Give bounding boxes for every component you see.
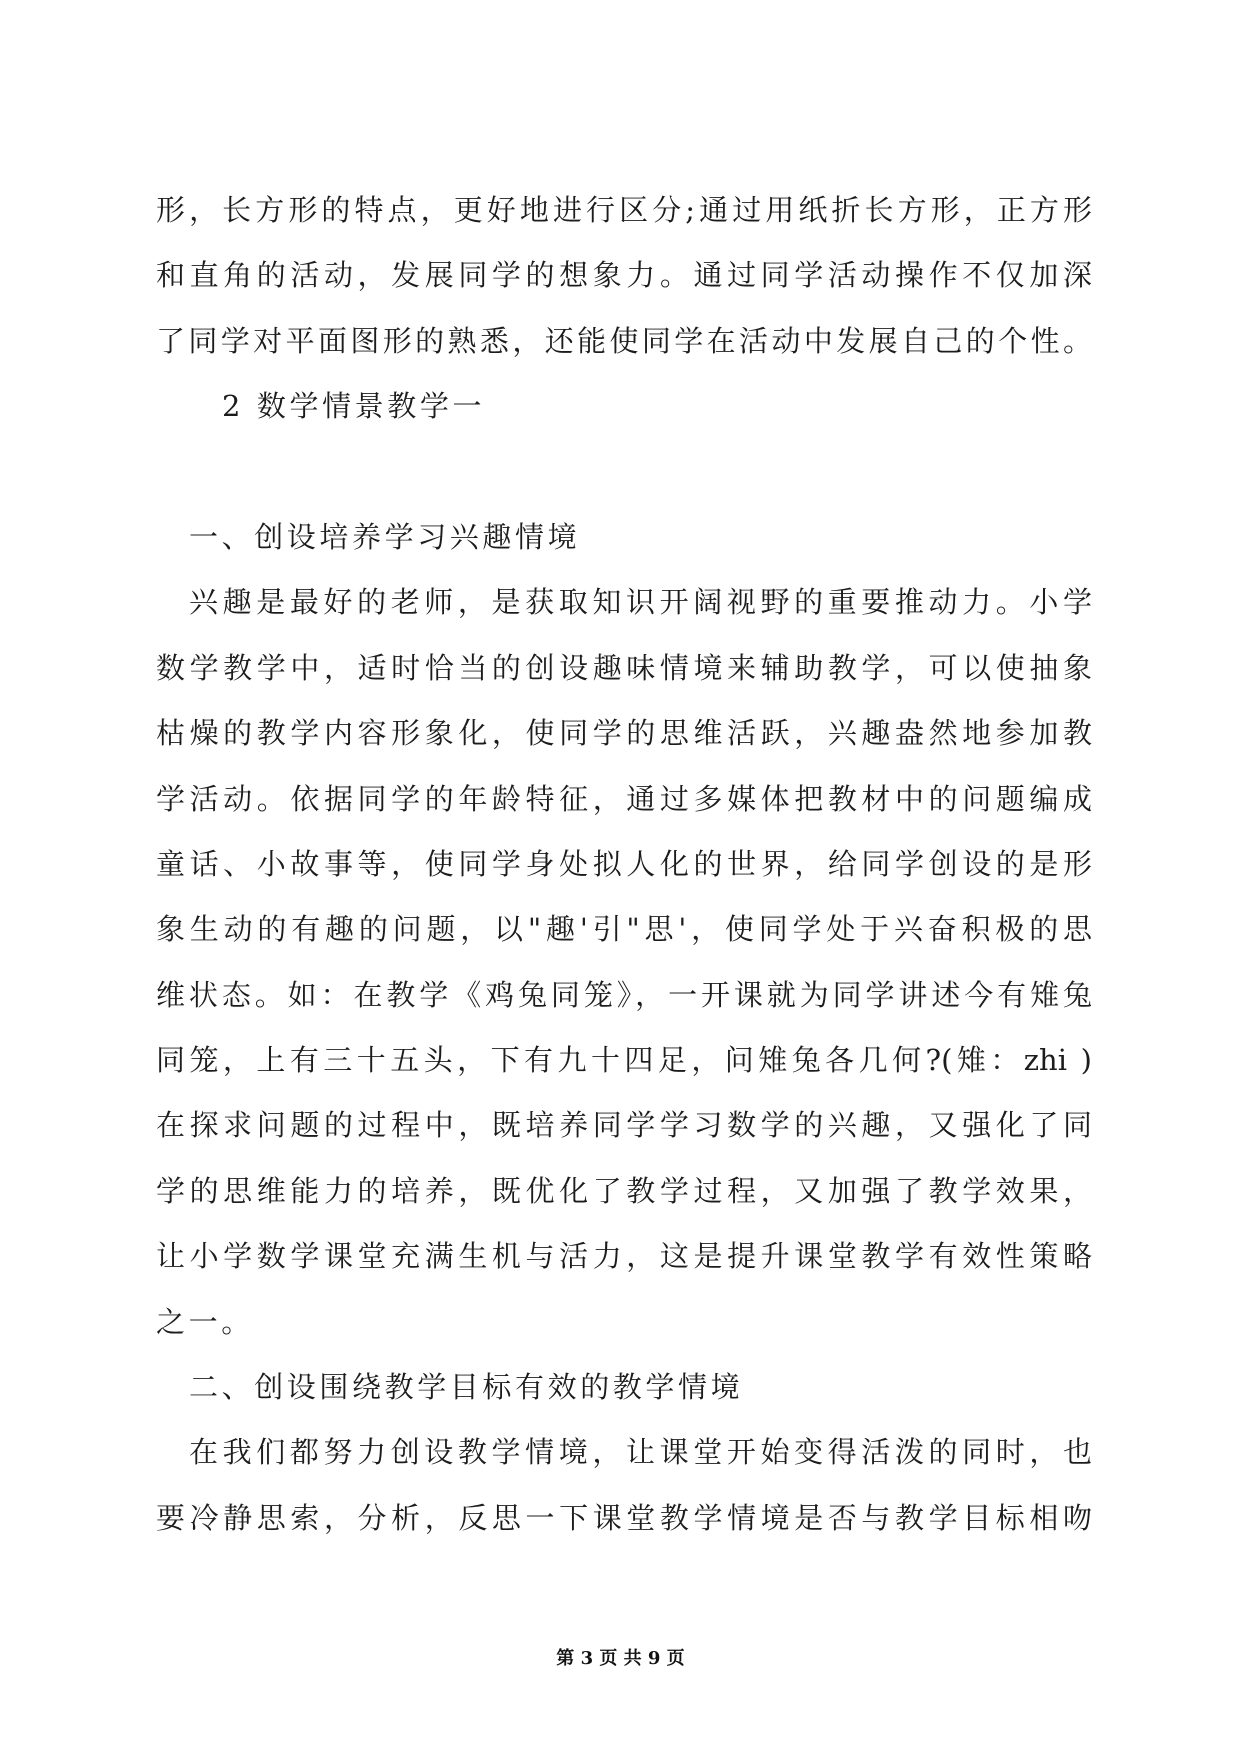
section-title: 2 数学情景教学一: [222, 389, 486, 424]
body-text-line: 学的思维能力的培养，既优化了教学过程，又加强了教学效果，: [156, 1173, 1092, 1208]
document-body: [156, 178, 1096, 1551]
body-text-line: 枯燥的教学内容形象化，使同学的思维活跃，兴趣盎然地参加教: [156, 716, 1092, 751]
body-text-line: 同笼，上有三十五头，下有九十四足，问雉兔各几何?(雉：zhi ): [156, 1043, 1092, 1078]
body-text-line: 在我们都努力创设教学情境，让课堂开始变得活泼的同时，也: [189, 1435, 1092, 1470]
body-text-line: 和直角的活动，发展同学的想象力。通过同学活动操作不仅加深: [156, 258, 1092, 293]
body-text-line: 要冷静思索，分析，反思一下课堂教学情境是否与教学目标相吻: [156, 1500, 1092, 1535]
page-number-footer: 第 3 页 共 9 页: [556, 1648, 685, 1669]
body-text-line: 了同学对平面图形的熟悉，还能使同学在活动中发展自己的个性。: [156, 323, 1092, 358]
subsection-heading: 二、创设围绕教学目标有效的教学情境: [189, 1370, 744, 1405]
body-text-line: 兴趣是最好的老师，是获取知识开阔视野的重要推动力。小学: [189, 585, 1092, 620]
body-text-line: 形，长方形的特点，更好地进行区分;通过用纸折长方形，正方形: [156, 193, 1092, 227]
body-text-line: 之一。: [156, 1304, 254, 1339]
body-text-line: 象生动的有趣的问题，以"趣'引"思'，使同学处于兴奋积极的思: [156, 912, 1092, 947]
body-text-line: 让小学数学课堂充满生机与活力，这是提升课堂教学有效性策略: [156, 1239, 1092, 1274]
body-text-line: 在探求问题的过程中，既培养同学学习数学的兴趣，又强化了同: [156, 1108, 1092, 1143]
body-text-line: 维状态。如：在教学《鸡兔同笼》，一开课就为同学讲述今有雉兔: [156, 977, 1092, 1012]
body-text-line: 数学教学中，适时恰当的创设趣味情境来辅助教学，可以使抽象: [156, 650, 1092, 685]
body-text-line: 童话、小故事等，使同学身处拟人化的世界，给同学创设的是形: [156, 846, 1092, 881]
body-text-line: 学活动。依据同学的年龄特征，通过多媒体把教材中的问题编成: [156, 781, 1092, 816]
blank-line: [156, 440, 1096, 505]
subsection-heading: 一、创设培养学习兴趣情境: [189, 519, 581, 554]
